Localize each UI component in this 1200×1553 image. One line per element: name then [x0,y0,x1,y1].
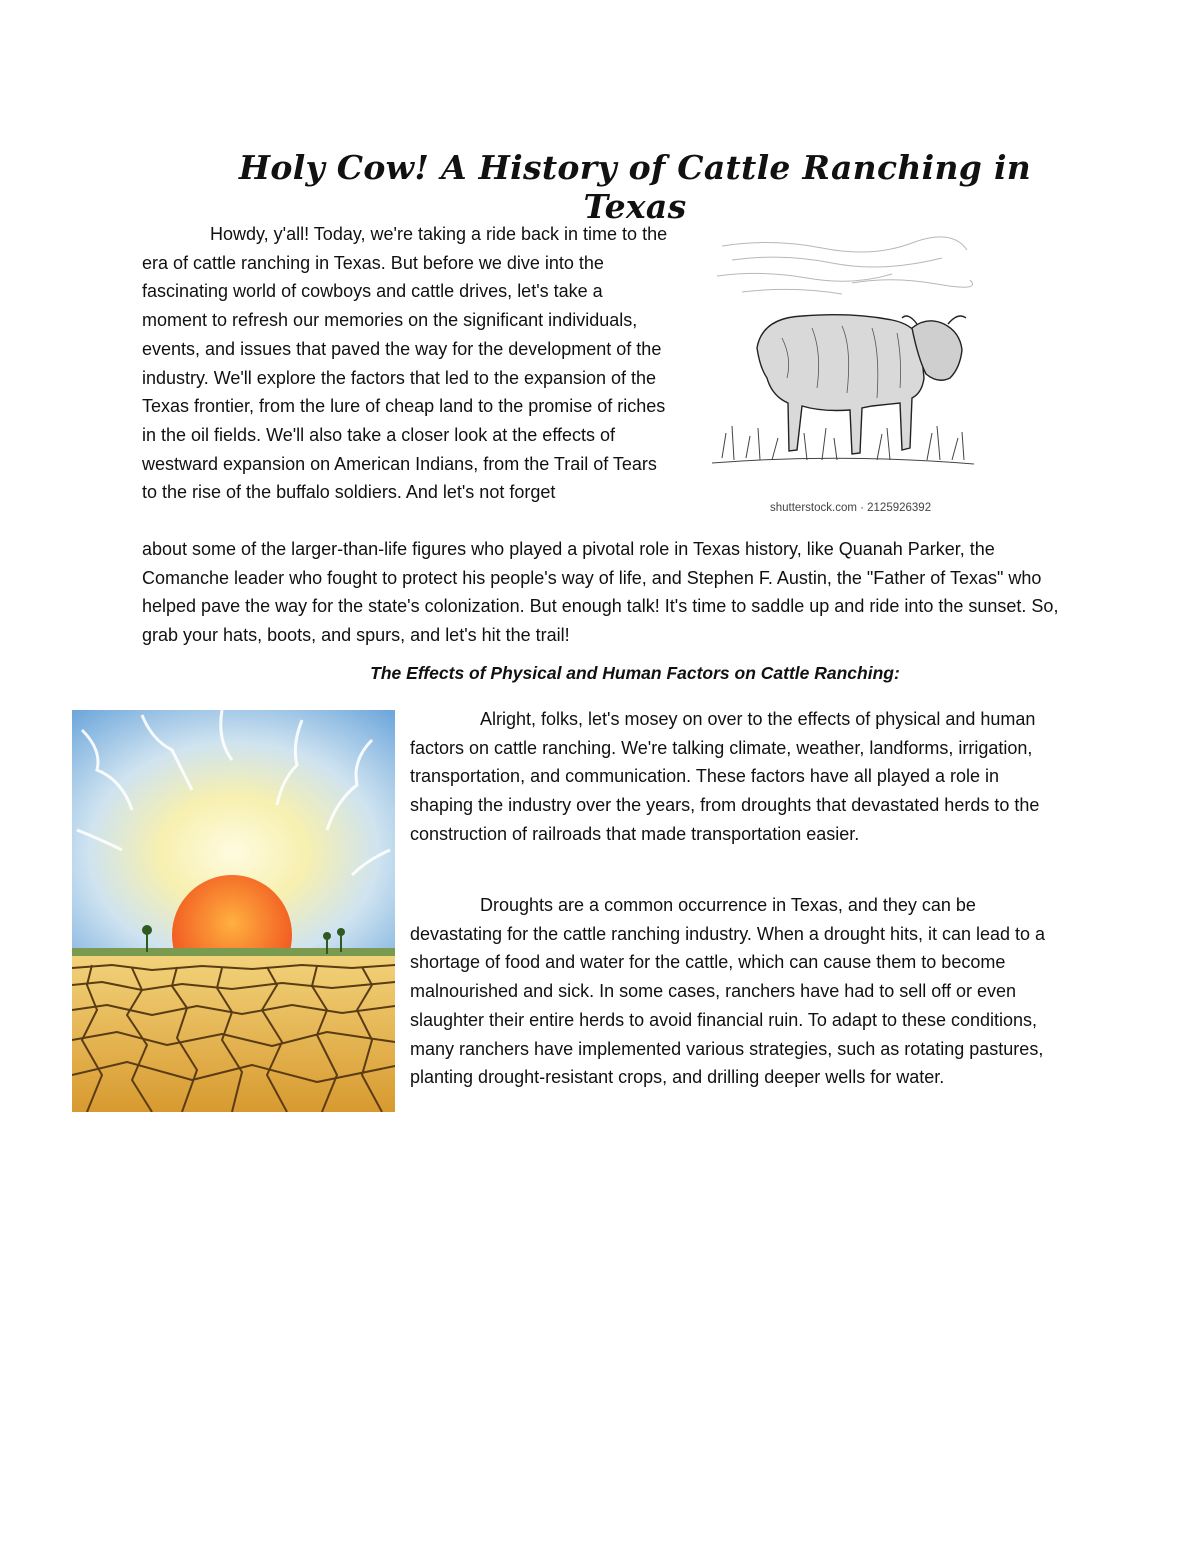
intro-paragraph-part1: Howdy, y'all! Today, we're taking a ride back in time to the era of cattle ranching in Texas. But before we dive into the fascinating world of cowboys and cattle drives, let's take a moment to refresh our memories on the significant individuals, events, and issues that paved the way for the development of the industry. We'll explore the factors that led to the expansion of the Texas frontier, from the lure of cheap land to the promise of riches in the oil fields. We'll also take a closer look at the effects of westward expansion on American Indians, from the Trail of Tears to the rise of the buffalo soldiers. And let's not forget [142,224,668,503]
drought-figure [72,710,395,1112]
section-paragraph-2: Droughts are a common occurrence in Texas, and they can be devastating for the cattle ranching industry. When a drought hits, it can lead to a shortage of food and water for the cattle, which can cause them to become malnourished and sick. In some cases, ranchers have had to sell off or even slaughter their entire herds to avoid financial ruin. To adapt to these conditions, many ranchers have implemented various strategies, such as rotating pastures, planting drought-resistant crops, and drilling deeper wells for water. [410,895,1046,1088]
cow-sketch-image [712,228,974,503]
intro-paragraph-part2: about some of the larger-than-life figures who played a pivotal role in Texas history, like Quanah Parker, the Comanche leader who fought to protect his people's way of life, and Stephen F. Austin, the "Father of Texas" who helped pave the way for the state's colonization. But enough talk! It's time to saddle up and ride into the sunset. So, grab your hats, boots, and spurs, and let's hit the trail! [142,539,1059,646]
cow-figure [712,228,974,528]
cow-image-credit: shutterstock.com · 2125926392 [770,502,932,514]
section-heading: The Effects of Physical and Human Factors on Cattle Ranching: [370,663,900,683]
document-title: Holy Cow! A History of Cattle Ranching in Texas [238,148,1032,226]
section-paragraph-1: Alright, folks, let's mosey on over to the effects of physical and human factors on cattle ranching. We're talking climate, weather, landforms, irrigation, transportation, and communication. These factors have all played a role in shaping the industry over the years, from droughts that devastated herds to the construction of railroads that made transportation easier. [410,709,1040,844]
drought-illustration-image [72,710,395,1112]
